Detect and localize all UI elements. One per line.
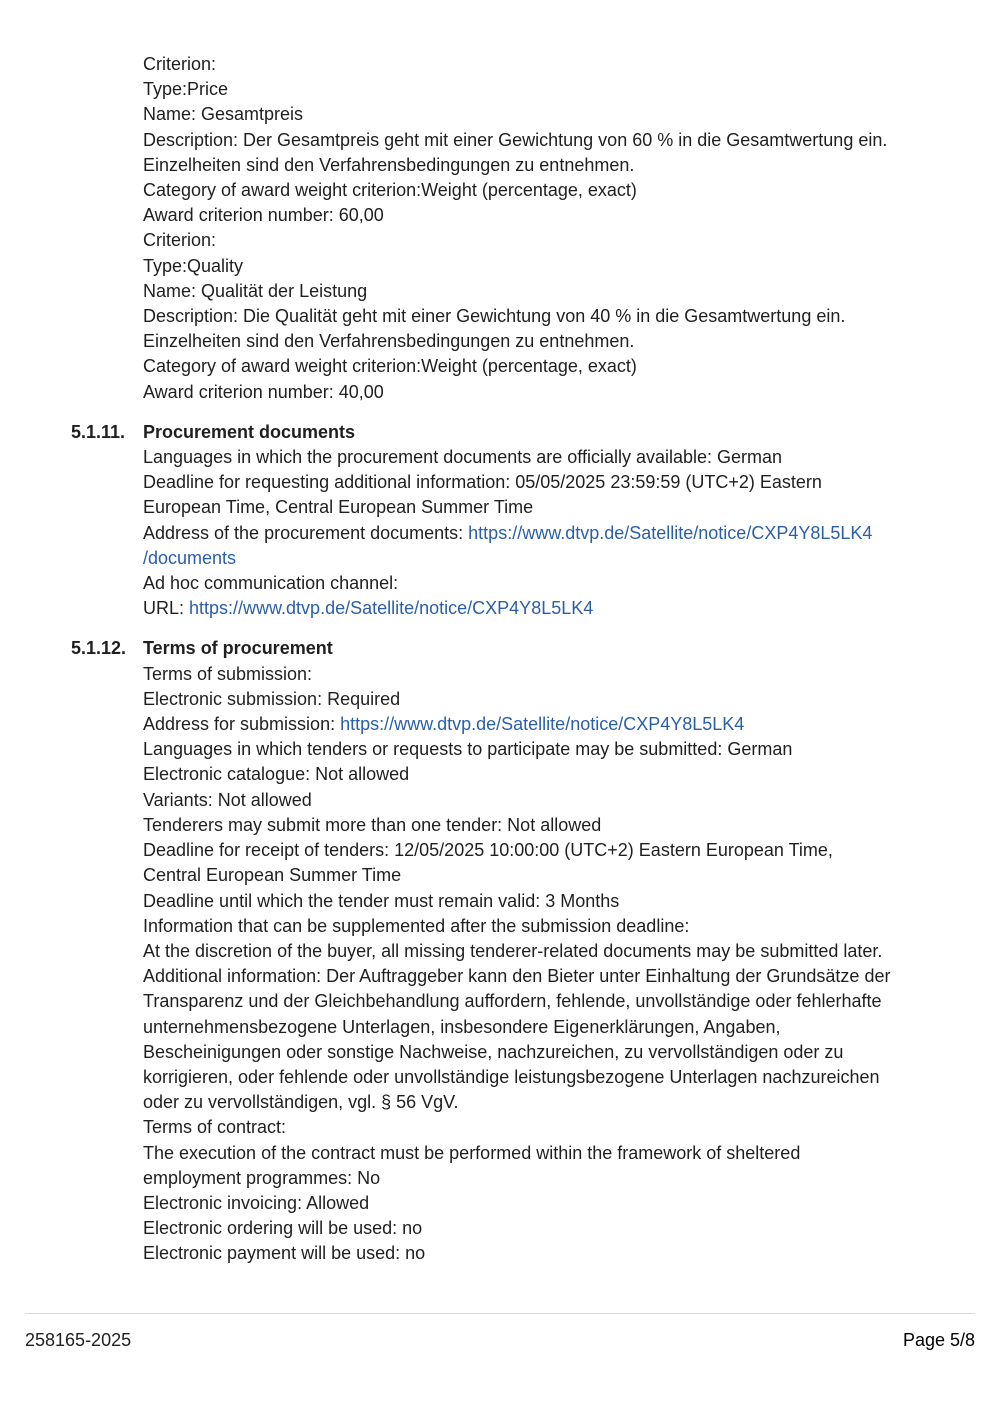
section-terms-of-procurement <box>71 636 943 1266</box>
section-title: Terms of procurement <box>143 638 333 659</box>
criterion-description: Description: Die Qualität geht mit einer Gewichtung von 40 % in die Gesamtwertung ein. <box>143 306 846 327</box>
tender-validity: Deadline until which the tender must remain valid: 3 Months <box>143 890 620 911</box>
section-number: 5.1.11. <box>71 421 126 442</box>
more-than-one-tender: Tenderers may submit more than one tender: Not allowed <box>143 814 602 835</box>
documents-address-link[interactable]: https://www.dtvp.de/Satellite/notice/CXP4Y8L5LK4 <box>468 522 873 543</box>
criterion-description: Description: Der Gesamtpreis geht mit einer Gewichtung von 60 % in die Gesamtwertung ein. <box>143 129 888 150</box>
submission-address <box>143 712 943 737</box>
criterion-number: Award criterion number: 40,00 <box>143 381 384 402</box>
adhoc-channel-label: Ad hoc communication channel: <box>143 573 399 594</box>
submission-languages: Languages in which tenders or requests to participate may be submitted: German <box>143 739 793 760</box>
receipt-deadline-cont: Central European Summer Time <box>143 865 402 886</box>
info-deadline-cont: European Time, Central European Summer Time <box>143 497 534 518</box>
submission-address-label: Address for submission: <box>143 714 341 735</box>
adhoc-url-label: URL: <box>143 598 190 619</box>
page-number: Page 5/8 <box>902 1330 975 1350</box>
documents-languages: Languages in which the procurement documents are officially available: German <box>143 447 783 468</box>
section-procurement-documents <box>71 420 943 622</box>
electronic-submission: Electronic submission: Required <box>143 688 401 709</box>
criterion-type: Type:Quality <box>143 255 244 276</box>
criterion-name: Name: Qualität der Leistung <box>143 280 368 301</box>
criterion-name: Name: Gesamtpreis <box>143 104 304 125</box>
documents-address <box>143 521 943 546</box>
criterion-label: Criterion: <box>143 54 217 74</box>
criterion-label: Criterion: <box>143 230 217 251</box>
terms-of-contract: Terms of contract: <box>143 1117 287 1138</box>
award-criteria-block <box>143 52 943 405</box>
submission-address-link[interactable]: https://www.dtvp.de/Satellite/notice/CXP4Y8L5LK4 <box>340 714 745 735</box>
additional-info-cont: Bescheinigungen oder sonstige Nachweise, nachzureichen, zu vervollständigen oder zu <box>143 1041 844 1062</box>
receipt-deadline: Deadline for receipt of tenders: 12/05/2025 10:00:00 (UTC+2) Eastern European Time, <box>143 840 833 861</box>
adhoc-url-link[interactable]: https://www.dtvp.de/Satellite/notice/CXP4Y8L5LK4 <box>189 598 594 619</box>
adhoc-url <box>143 596 943 621</box>
criterion-number: Award criterion number: 60,00 <box>143 205 384 226</box>
sheltered-employment-cont: employment programmes: No <box>143 1167 381 1188</box>
electronic-catalogue: Electronic catalogue: Not allowed <box>143 764 410 785</box>
page-content <box>71 52 943 1267</box>
sheltered-employment: The execution of the contract must be performed within the framework of sheltered <box>143 1142 801 1163</box>
info-deadline: Deadline for requesting additional information: 05/05/2025 23:59:59 (UTC+2) Eastern <box>143 472 822 493</box>
documents-address-link-cont[interactable]: /documents <box>143 547 237 568</box>
additional-info-cont: unternehmensbezogene Unterlagen, insbesondere Eigenerklärungen, Angaben, <box>143 1016 781 1037</box>
electronic-ordering: Electronic ordering will be used: no <box>143 1218 423 1239</box>
electronic-payment: Electronic payment will be used: no <box>143 1243 426 1264</box>
variants: Variants: Not allowed <box>143 789 312 810</box>
buyer-discretion: At the discretion of the buyer, all missing tenderer-related documents may be submitted later. <box>143 940 883 961</box>
criterion-type: Type:Price <box>143 79 229 100</box>
electronic-invoicing: Electronic invoicing: Allowed <box>143 1192 370 1213</box>
section-title: Procurement documents <box>143 421 356 442</box>
additional-info-cont: oder zu vervollständigen, vgl. § 56 VgV. <box>143 1092 459 1113</box>
criterion-category: Category of award weight criterion:Weight (percentage, exact) <box>143 180 637 201</box>
additional-info-cont: korrigieren, oder fehlende oder unvollständige leistungsbezogene Unterlagen nachzureichen <box>143 1066 880 1087</box>
notice-id: 258165-2025 <box>25 1330 132 1350</box>
footer-divider <box>25 1313 975 1314</box>
terms-of-submission: Terms of submission: <box>143 663 313 684</box>
additional-info: Additional information: Der Auftraggeber kann den Bieter unter Einhaltung der Grundsätze der <box>143 966 891 987</box>
documents-address-cont <box>143 546 943 571</box>
documents-address-label: Address of the procurement documents: <box>143 522 469 543</box>
criterion-description-cont: Einzelheiten sind den Verfahrensbedingungen zu entnehmen. <box>143 154 635 175</box>
criterion-description-cont: Einzelheiten sind den Verfahrensbedingungen zu entnehmen. <box>143 331 635 352</box>
additional-info-cont: Transparenz und der Gleichbehandlung auffordern, fehlende, unvollständige oder fehlerhafte <box>143 991 882 1012</box>
criterion-category: Category of award weight criterion:Weight (percentage, exact) <box>143 356 637 377</box>
supplemented-info-label: Information that can be supplemented after the submission deadline: <box>143 915 690 936</box>
section-number: 5.1.12. <box>71 638 127 659</box>
